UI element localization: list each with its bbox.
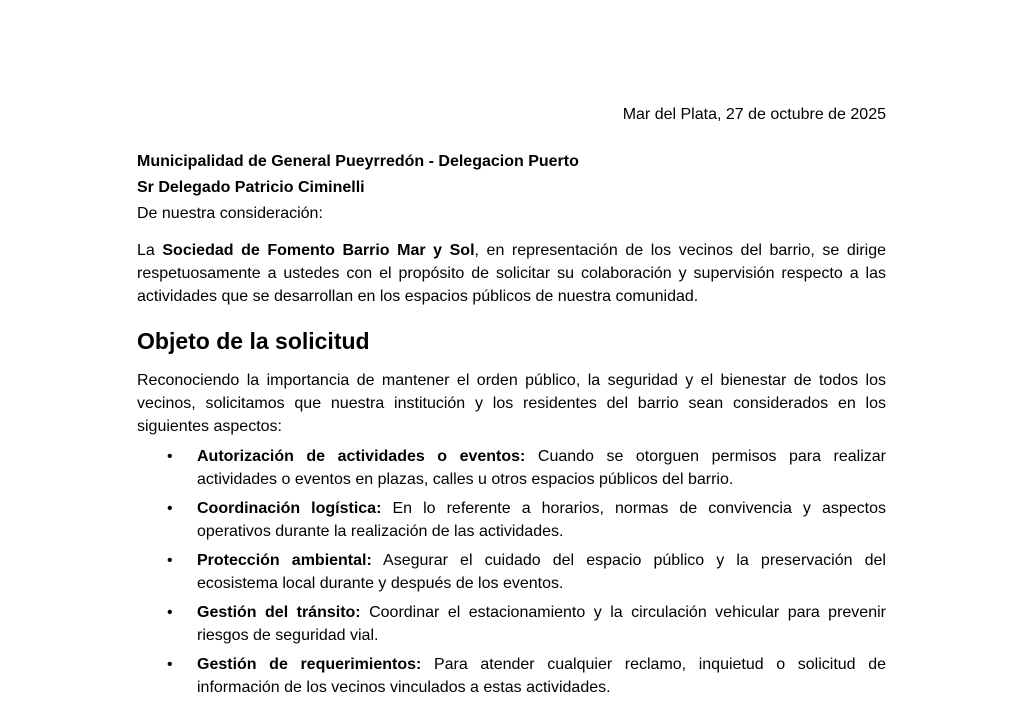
bullet-icon: • [167, 448, 173, 465]
bullet-description: Para atender cualquier reclamo, inquietud o solicitud de información de los vecinos vinculados a estas actividades. [197, 656, 886, 696]
bullet-icon: • [167, 656, 173, 673]
bullet-list [137, 445, 886, 699]
recipient-person: Sr Delegado Patricio Ciminelli [137, 179, 365, 196]
recipient-organization: Municipalidad de General Pueyrredón - Delegacion Puerto [137, 153, 579, 170]
bullet-item-autorizacion [137, 445, 886, 491]
intro-rest: , en representación de los vecinos del barrio, se dirige respetuosamente a ustedes con el propósito de solicitar su colaboración y supervisión respecto a las actividades que se desarrollan en los espacios públicos de nuestra comunidad. [137, 242, 887, 305]
bullet-item-transito [137, 601, 886, 647]
intro-paragraph [137, 239, 886, 308]
intro-organization-name: Sociedad de Fomento Barrio Mar y Sol [162, 242, 475, 259]
bullet-term: Protección ambiental: [197, 552, 372, 569]
bullet-icon: • [167, 500, 173, 517]
bullet-description: Asegurar el cuidado del espacio público y la preservación del ecosistema local durante y después de los eventos. [197, 552, 886, 592]
section-heading: Objeto de la solicitud [137, 328, 370, 354]
date-line: Mar del Plata, 27 de octubre de 2025 [622, 106, 886, 123]
bullet-term: Gestión del tránsito: [197, 604, 361, 621]
salutation: De nuestra consideración: [137, 205, 323, 222]
section-intro-paragraph: Reconociendo la importancia de mantener el orden público, la seguridad y el bienestar de todos los vecinos, solicitamos que nuestra institución y los residentes del barrio sean considerados en los siguientes aspectos: [137, 372, 886, 435]
bullet-item-coordinacion [137, 497, 886, 543]
bullet-icon: • [167, 552, 173, 569]
bullet-description: Cuando se otorguen permisos para realizar actividades o eventos en plazas, calles u otros espacios públicos del barrio. [197, 448, 886, 488]
intro-lead: La [137, 242, 163, 259]
bullet-term: Gestión de requerimientos: [197, 656, 422, 673]
bullet-item-requerimientos [137, 653, 886, 699]
bullet-term: Coordinación logística: [197, 500, 382, 517]
bullet-item-proteccion [137, 549, 886, 595]
bullet-description: En lo referente a horarios, normas de convivencia y aspectos operativos durante la realización de las actividades. [197, 500, 886, 540]
bullet-description: Coordinar el estacionamiento y la circulación vehicular para prevenir riesgos de seguridad vial. [197, 604, 886, 644]
bullet-term: Autorización de actividades o eventos: [197, 448, 526, 465]
bullet-icon: • [167, 604, 173, 621]
